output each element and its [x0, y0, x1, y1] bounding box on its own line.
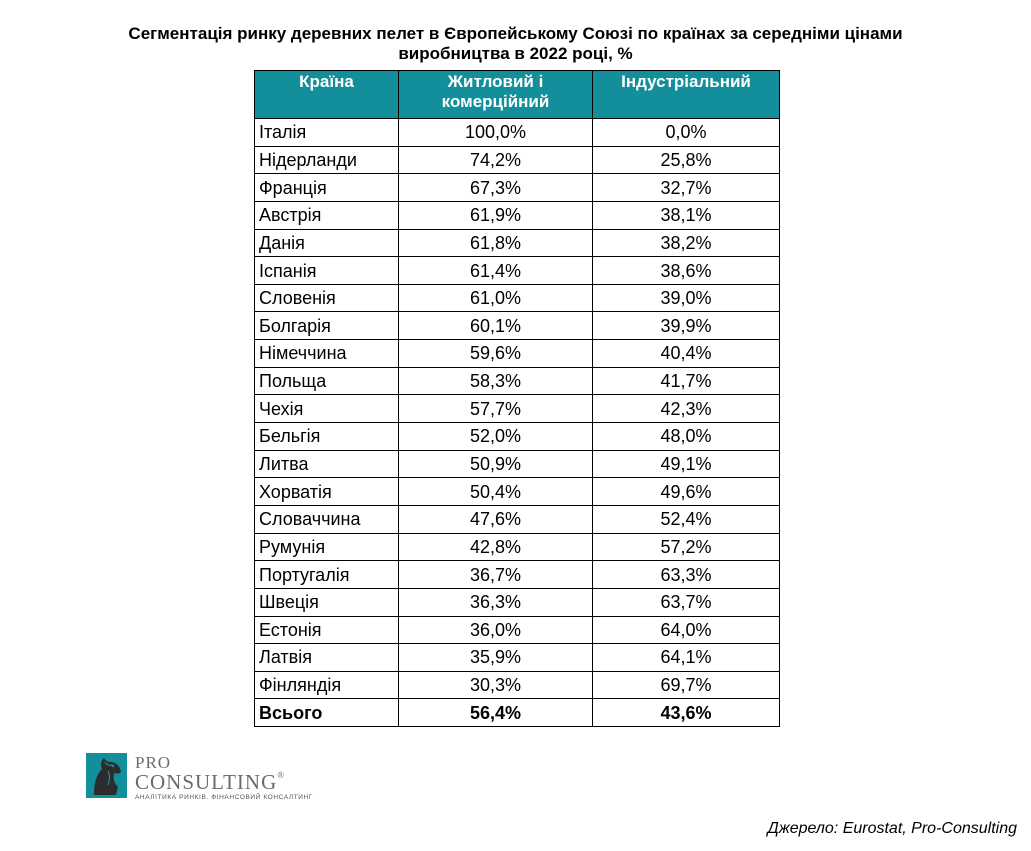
table-row	[255, 174, 780, 202]
cell-residential: 30,3%	[399, 671, 593, 699]
table-total-row	[255, 699, 780, 727]
cell-industrial: 49,1%	[593, 450, 780, 478]
header-country: Країна	[255, 71, 399, 119]
cell-industrial: 40,4%	[593, 340, 780, 368]
cell-country: Італія	[255, 119, 399, 147]
cell-residential: 74,2%	[399, 146, 593, 174]
cell-residential: 57,7%	[399, 395, 593, 423]
table-row	[255, 533, 780, 561]
title-line-2: виробництва в 2022 році, %	[398, 44, 633, 63]
cell-residential: 61,0%	[399, 284, 593, 312]
cell-industrial: 41,7%	[593, 367, 780, 395]
table-body	[255, 119, 780, 727]
cell-country: Іспанія	[255, 257, 399, 285]
table-row	[255, 367, 780, 395]
table-row	[255, 340, 780, 368]
cell-country: Словенія	[255, 284, 399, 312]
cell-country: Німеччина	[255, 340, 399, 368]
table-row	[255, 644, 780, 672]
cell-residential: 50,9%	[399, 450, 593, 478]
cell-country: Естонія	[255, 616, 399, 644]
cell-residential: 58,3%	[399, 367, 593, 395]
cell-country: Фінляндія	[255, 671, 399, 699]
cell-country: Польща	[255, 367, 399, 395]
cell-industrial: 64,1%	[593, 644, 780, 672]
registered-mark: ®	[277, 770, 286, 780]
table-row	[255, 616, 780, 644]
cell-industrial: 69,7%	[593, 671, 780, 699]
cell-residential: 67,3%	[399, 174, 593, 202]
cell-country: Швеція	[255, 588, 399, 616]
table-row	[255, 146, 780, 174]
cell-industrial: 63,7%	[593, 588, 780, 616]
cell-industrial: 38,1%	[593, 201, 780, 229]
cell-industrial: 63,3%	[593, 561, 780, 589]
cell-country: Португалія	[255, 561, 399, 589]
cell-residential: 61,4%	[399, 257, 593, 285]
table-row	[255, 588, 780, 616]
cell-residential: 61,9%	[399, 201, 593, 229]
cell-residential: 36,3%	[399, 588, 593, 616]
cell-industrial: 64,0%	[593, 616, 780, 644]
table-row	[255, 229, 780, 257]
cell-country: Литва	[255, 450, 399, 478]
cell-residential: 47,6%	[399, 505, 593, 533]
cell-residential: 61,8%	[399, 229, 593, 257]
cell-country: Нідерланди	[255, 146, 399, 174]
horse-logo-icon	[86, 753, 127, 798]
cell-industrial: 43,6%	[593, 699, 780, 727]
cell-residential: 42,8%	[399, 533, 593, 561]
header-residential: Житловий і комерційний	[399, 71, 593, 119]
cell-industrial: 0,0%	[593, 119, 780, 147]
logo-consulting-text	[135, 770, 285, 795]
table-row	[255, 201, 780, 229]
header-industrial: Індустріальний	[593, 71, 780, 119]
table-header-row	[255, 71, 780, 119]
cell-country: Данія	[255, 229, 399, 257]
cell-industrial: 49,6%	[593, 478, 780, 506]
source-note: Джерело: Eurostat, Pro-Consulting	[767, 820, 1017, 837]
table-row	[255, 119, 780, 147]
title-line-1: Сегментація ринку деревних пелет в Європейському Союзі по країнах за середніми цінами	[128, 24, 903, 43]
cell-residential: 56,4%	[399, 699, 593, 727]
table-row	[255, 450, 780, 478]
table-row	[255, 395, 780, 423]
table-row	[255, 312, 780, 340]
table-row	[255, 257, 780, 285]
cell-industrial: 52,4%	[593, 505, 780, 533]
cell-residential: 59,6%	[399, 340, 593, 368]
cell-country: Румунія	[255, 533, 399, 561]
table-row	[255, 478, 780, 506]
cell-industrial: 25,8%	[593, 146, 780, 174]
cell-country: Болгарія	[255, 312, 399, 340]
cell-industrial: 48,0%	[593, 423, 780, 451]
cell-country: Бельгія	[255, 423, 399, 451]
cell-industrial: 38,2%	[593, 229, 780, 257]
cell-industrial: 42,3%	[593, 395, 780, 423]
cell-country: Франція	[255, 174, 399, 202]
cell-industrial: 57,2%	[593, 533, 780, 561]
cell-residential: 50,4%	[399, 478, 593, 506]
cell-residential: 36,0%	[399, 616, 593, 644]
logo-consulting-word: CONSULTING	[135, 770, 278, 794]
cell-industrial: 38,6%	[593, 257, 780, 285]
table-row	[255, 423, 780, 451]
cell-country: Всього	[255, 699, 399, 727]
cell-industrial: 39,0%	[593, 284, 780, 312]
table-row	[255, 671, 780, 699]
pro-consulting-logo	[86, 753, 313, 803]
segmentation-table	[254, 70, 780, 727]
table-row	[255, 505, 780, 533]
table-row	[255, 284, 780, 312]
cell-country: Латвія	[255, 644, 399, 672]
cell-residential: 100,0%	[399, 119, 593, 147]
cell-country: Чехія	[255, 395, 399, 423]
cell-industrial: 39,9%	[593, 312, 780, 340]
logo-pro-text: PRO	[135, 753, 172, 772]
cell-residential: 35,9%	[399, 644, 593, 672]
cell-residential: 52,0%	[399, 423, 593, 451]
table-row	[255, 561, 780, 589]
logo-tagline: АНАЛІТИКА РИНКІВ. ФІНАНСОВИЙ КОНСАЛТИНГ	[135, 794, 313, 801]
cell-country: Хорватія	[255, 478, 399, 506]
cell-country: Австрія	[255, 201, 399, 229]
cell-residential: 36,7%	[399, 561, 593, 589]
cell-industrial: 32,7%	[593, 174, 780, 202]
page-title	[0, 24, 1031, 64]
cell-country: Словаччина	[255, 505, 399, 533]
cell-residential: 60,1%	[399, 312, 593, 340]
